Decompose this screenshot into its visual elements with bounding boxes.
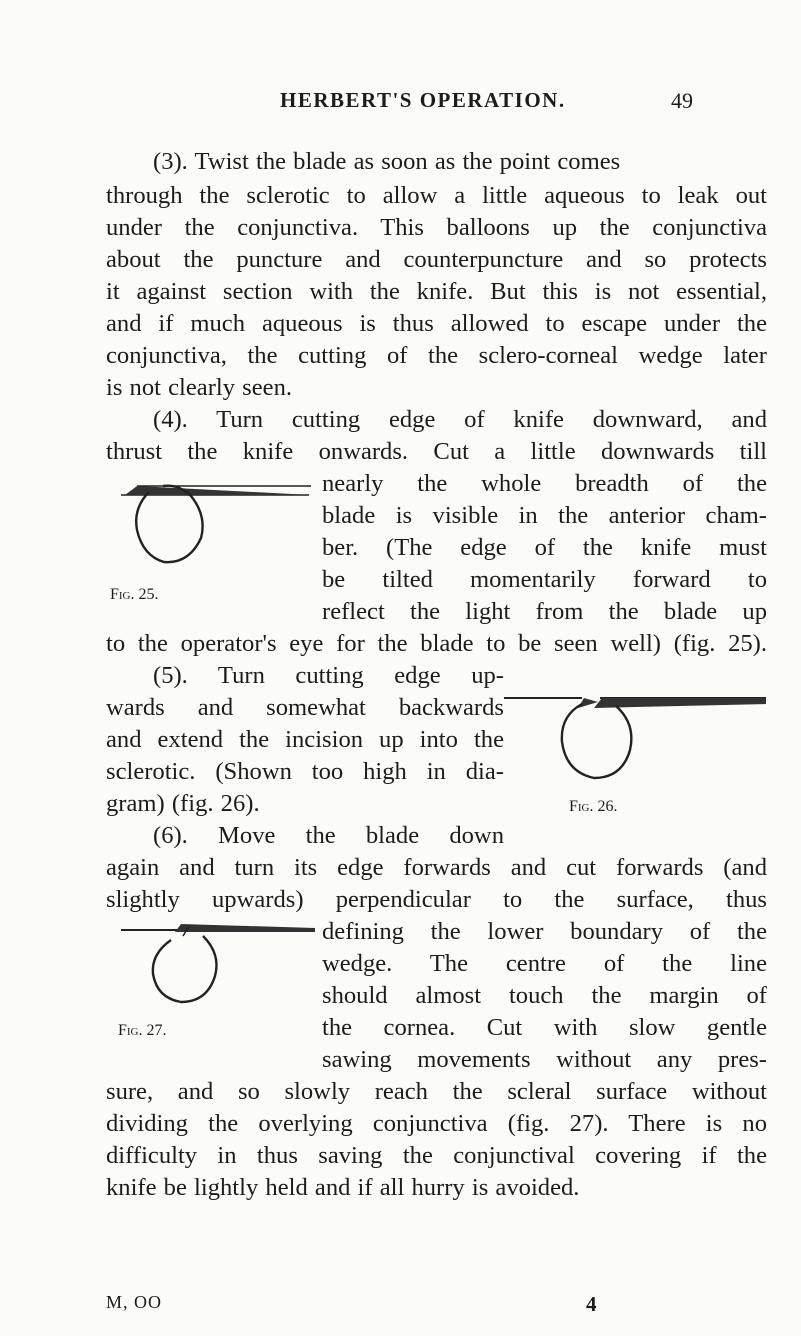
sheet-number: 4 [586,1292,597,1316]
text-line: to the operator's eye for the blade to be seen well) (fig. 25). [106,630,767,657]
text-line: reflect the light from the blade up [322,598,767,625]
text-line: about the puncture and counterpuncture and so protects [106,246,767,273]
figure-26 [498,690,770,790]
text-line: and if much aqueous is thus allowed to escape under the [106,310,767,337]
text-line: (4). Turn cutting edge of knife downward, and [153,406,767,433]
text-line: slightly upwards) perpendicular to the surface, thus [106,886,767,913]
text-line: wedge. The centre of the line [322,950,767,977]
text-line: sure, and so slowly reach the scleral surface without [106,1078,767,1105]
text-line: under the conjunctiva. This balloons up the conjunctiva [106,214,767,241]
text-line: knife be lightly held and if all hurry is avoided. [106,1174,580,1201]
text-line: be tilted momentarily forward to [322,566,767,593]
knife-eye-diagram-icon [498,690,770,790]
text-line: wards and somewhat backwards [106,694,504,721]
text-line: (5). Turn cutting edge up- [153,662,504,689]
figure-label: Fig. 25. [110,586,159,603]
figure-label: Fig. 27. [118,1022,167,1039]
text-line: again and turn its edge forwards and cut forwards (and [106,854,767,881]
page-footer [0,1292,801,1320]
text-line: gram) (fig. 26). [106,790,260,817]
text-line: ber. (The edge of the knife must [322,534,767,561]
knife-eye-diagram-icon [119,914,319,1014]
text-line: nearly the whole breadth of the [322,470,767,497]
figure-25 [119,478,315,578]
text-line: sawing movements without any pres- [322,1046,767,1073]
running-title: HERBERT'S OPERATION. [280,88,566,112]
signature-mark: M, OO [106,1292,163,1312]
text-line: sclerotic. (Shown too high in dia- [106,758,504,785]
text-line: is not clearly seen. [106,374,293,401]
text-line: (6). Move the blade down [153,822,504,849]
text-line: (3). Twist the blade as soon as the point comes [153,148,621,175]
text-line: it against section with the knife. But this is not essential, [106,278,767,305]
knife-eye-diagram-icon [119,478,315,578]
text-line: and extend the incision up into the [106,726,504,753]
text-line: dividing the overlying conjunctiva (fig. 27). There is no [106,1110,767,1137]
figure-27 [119,914,319,1014]
text-line: conjunctiva, the cutting of the sclero-corneal wedge later [106,342,767,369]
text-line: defining the lower boundary of the [322,918,767,945]
running-header [0,88,801,118]
text-line: thrust the knife onwards. Cut a little downwards till [106,438,767,465]
figure-label: Fig. 26. [569,798,618,815]
text-line: should almost touch the margin of [322,982,767,1009]
text-line: through the sclerotic to allow a little aqueous to leak out [106,182,767,209]
text-line: the cornea. Cut with slow gentle [322,1014,767,1041]
page-number: 49 [671,88,693,113]
text-line: difficulty in thus saving the conjunctival covering if the [106,1142,767,1169]
text-line: blade is visible in the anterior cham- [322,502,767,529]
